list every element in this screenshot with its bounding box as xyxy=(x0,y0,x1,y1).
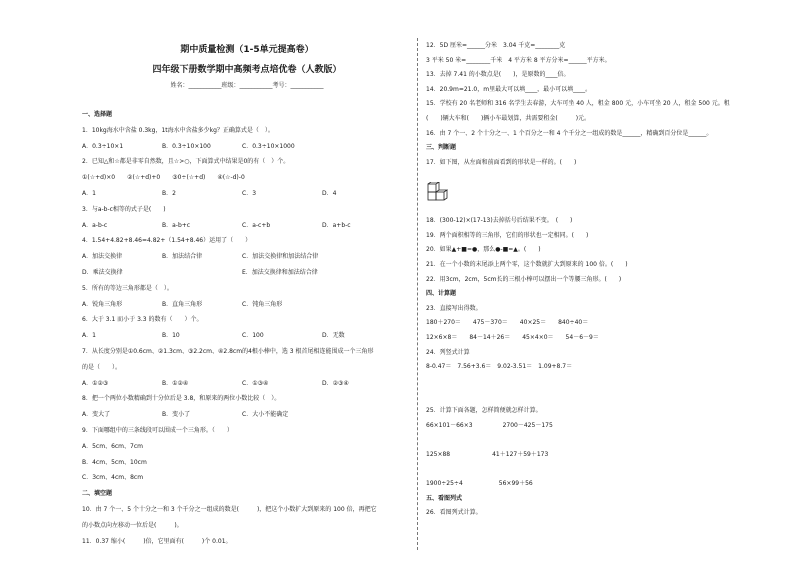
section-heading: 五、看图列式 xyxy=(426,494,463,502)
answer-option: C．大小不能确定 xyxy=(242,411,289,419)
question-line: 4．1.54+4.82+8.46=4.82+（1.54+8.46）运用了（ ） xyxy=(82,237,252,245)
answer-option: B．变小了 xyxy=(162,411,191,419)
question-line: 1900÷25÷4 56×99＋56 xyxy=(426,480,533,487)
question-line: 3．与a-b-c相等的式子是( ) xyxy=(82,205,166,213)
question-line: 9．下面哪组中的三条线段可以围成一个三角形。（ ） xyxy=(82,427,233,434)
answer-option: D．②③④ xyxy=(322,379,349,387)
question-line: 20．如果▲+■=●，那么●-■=▲。( ) xyxy=(426,246,541,254)
answer-option: C．加法交换律和加法结合律 xyxy=(242,253,319,261)
question-line: 125×88 41＋127＋59＋173 xyxy=(426,450,549,458)
question-line: 的是（ ）。 xyxy=(82,363,122,371)
question-line: 16．由 7 个一、2 个十分之一、1 个百分之一和 4 个千分之一组成的数是______，精确到百分位是______。 xyxy=(426,129,713,137)
exam-title-2: 四年级下册数学期中高频考点培优卷（人教版） xyxy=(152,65,342,75)
answer-option: C．a-c+b xyxy=(242,221,271,229)
answer-option: A．加法交换律 xyxy=(82,253,123,261)
answer-option: B．a-b+c xyxy=(162,221,191,229)
question-line: 6．大于 3.1 而小于 3.3 的数有（ ）个。 xyxy=(82,316,203,324)
question-line: 12．5D 厘米=______分米 3.04 千克=________克 xyxy=(426,42,566,49)
cube-stack-figure xyxy=(426,182,448,204)
question-line: 1．10kg海水中含盐 0.3kg，1t海水中含盐多少kg？正确算式是（ ）。 xyxy=(82,126,274,134)
question-line: 13．去掉 7.41 的小数点是( )，是原数的____倍。 xyxy=(426,71,570,79)
answer-option: B．2 xyxy=(162,190,176,197)
answer-option: C．100 xyxy=(242,332,264,340)
answer-option: A．1 xyxy=(82,190,96,197)
question-line: ( )辆大车和( )辆小车最划算，共需要租金( )元。 xyxy=(426,115,591,122)
answer-option: B．直角三角形 xyxy=(162,300,203,308)
question-line: 19．两个面积相等的三角形，它们的形状也一定相同。( ) xyxy=(426,231,589,239)
question-line: 22．用3cm，2cm，5cm长的三根小棒可以摆出一个等腰三角形。( ) xyxy=(426,275,622,283)
section-heading: 一、选择题 xyxy=(82,111,113,118)
question-line: 26．看图列式计算。 xyxy=(426,509,482,517)
answer-option: C．0.3÷10×1000 xyxy=(242,142,295,150)
question-line: 17．如下图，从左面和前面看到的形状是一样的。( ) xyxy=(426,158,577,166)
answer-option: B．加法结合律 xyxy=(162,253,203,261)
question-line: 8-0.47＝ 7.56+3.6＝ 9.02-3.51＝ 1.09+8.7＝ xyxy=(426,363,573,371)
answer-option: A．a-b-c xyxy=(82,221,108,229)
question-line: 12×6×8＝ 84－14＋26＝ 45×4×0＝ 54－6－9＝ xyxy=(426,334,599,341)
answer-option: D．4 xyxy=(322,190,337,197)
answer-option: A．变大了 xyxy=(82,411,111,419)
answer-option: A．0.3÷10×1 xyxy=(82,142,124,150)
answer-option: D．a+b-c xyxy=(322,221,351,229)
question-line: 23．直接写出得数。 xyxy=(426,304,482,312)
question-line: 10．由 7 个一、5 个十分之一和 3 个千分之一组成的数是( )，把这个小数扩大到原来的 100 倍，再把它 xyxy=(82,506,377,513)
answer-option: D．无数 xyxy=(322,332,345,340)
question-line: 18．(300-12)×(17-13)去掉括号后结果不变。 ( ) xyxy=(426,217,573,225)
question-line: ①(☆+d)×0 ②(☆+d)+0 ③0÷(☆+d) ④(☆-d)-0 xyxy=(82,174,245,182)
section-heading: 四、计算题 xyxy=(426,290,457,298)
answer-option: B．0.3÷10×100 xyxy=(162,142,211,150)
section-heading: 三、判断题 xyxy=(426,144,457,152)
question-line: 24．列竖式计算 xyxy=(426,348,470,356)
question-line: 8．把一个两位小数精确到十分位后是 3.8，和原来的两位小数比较（ ）。 xyxy=(82,395,281,403)
answer-option: C．3 xyxy=(242,190,257,197)
student-info-line: 姓名：___________班级：___________考号：___________ xyxy=(170,82,324,89)
question-line: 15．学校有 20 名老师和 316 名学生去春游，大车可坐 40 人，租金 800 元，小车可坐 20 人，租金 500 元。租 xyxy=(426,100,730,108)
answer-option: A．①②③ xyxy=(82,379,109,387)
question-line: 7．从长度分别是①0.6cm、②1.3cm、③2.2cm、④2.8cm的4根小棒中，选 3 根首尾相连能围成一个三角形 xyxy=(82,348,374,355)
question-line: 180＋270＝ 475－370＝ 40×25＝ 840÷40＝ xyxy=(426,319,589,327)
question-line: 25．计算下面各题，怎样简便就怎样计算。 xyxy=(426,407,542,414)
answer-option: E．加法交换律和加法结合律 xyxy=(242,269,318,276)
section-heading: 二、填空题 xyxy=(82,490,113,498)
question-line: B．4cm、5cm、10cm xyxy=(82,458,147,466)
answer-option: C．钝角三角形 xyxy=(242,300,283,308)
question-line: 11．0.37 缩小( )倍，它里面有( )个 0.01。 xyxy=(82,537,232,545)
question-line: 21．在一个小数的末尾添上两个零，这个数就扩大到原来的 100 倍。( ) xyxy=(426,261,628,268)
exam-title-1: 期中质量检测（1-5单元提高卷） xyxy=(180,45,314,55)
question-line: 的小数点向左移动一位后是( )。 xyxy=(82,521,183,529)
question-line: 2．已知△和☆都是非零自然数，且☆>○，下面算式中结果是0的有（ ）个。 xyxy=(82,158,290,166)
answer-option: A．锐角三角形 xyxy=(82,300,123,308)
question-line: 14．20.9m=21.0，m里最大可以填____，最小可以填____。 xyxy=(426,85,592,93)
question-line: 3 平米 50 米=________千米 4 平方米 8 平方分米=______平方米。 xyxy=(426,56,611,64)
question-line: 66×101－66×3 2700－425－175 xyxy=(426,421,553,429)
answer-option: D．乘法交换律 xyxy=(82,269,123,276)
answer-option: C．①③④ xyxy=(242,379,269,387)
answer-option: A．1 xyxy=(82,332,96,340)
question-line: 5．所有的等边三角形都是（ ）。 xyxy=(82,284,173,292)
answer-option: B．①②④ xyxy=(162,379,189,387)
column-divider xyxy=(417,38,418,550)
question-line: C．3cm、4cm、8cm xyxy=(82,474,144,482)
answer-option: B．10 xyxy=(162,332,180,340)
question-line: A．5cm、6cm、7cm xyxy=(82,442,143,450)
